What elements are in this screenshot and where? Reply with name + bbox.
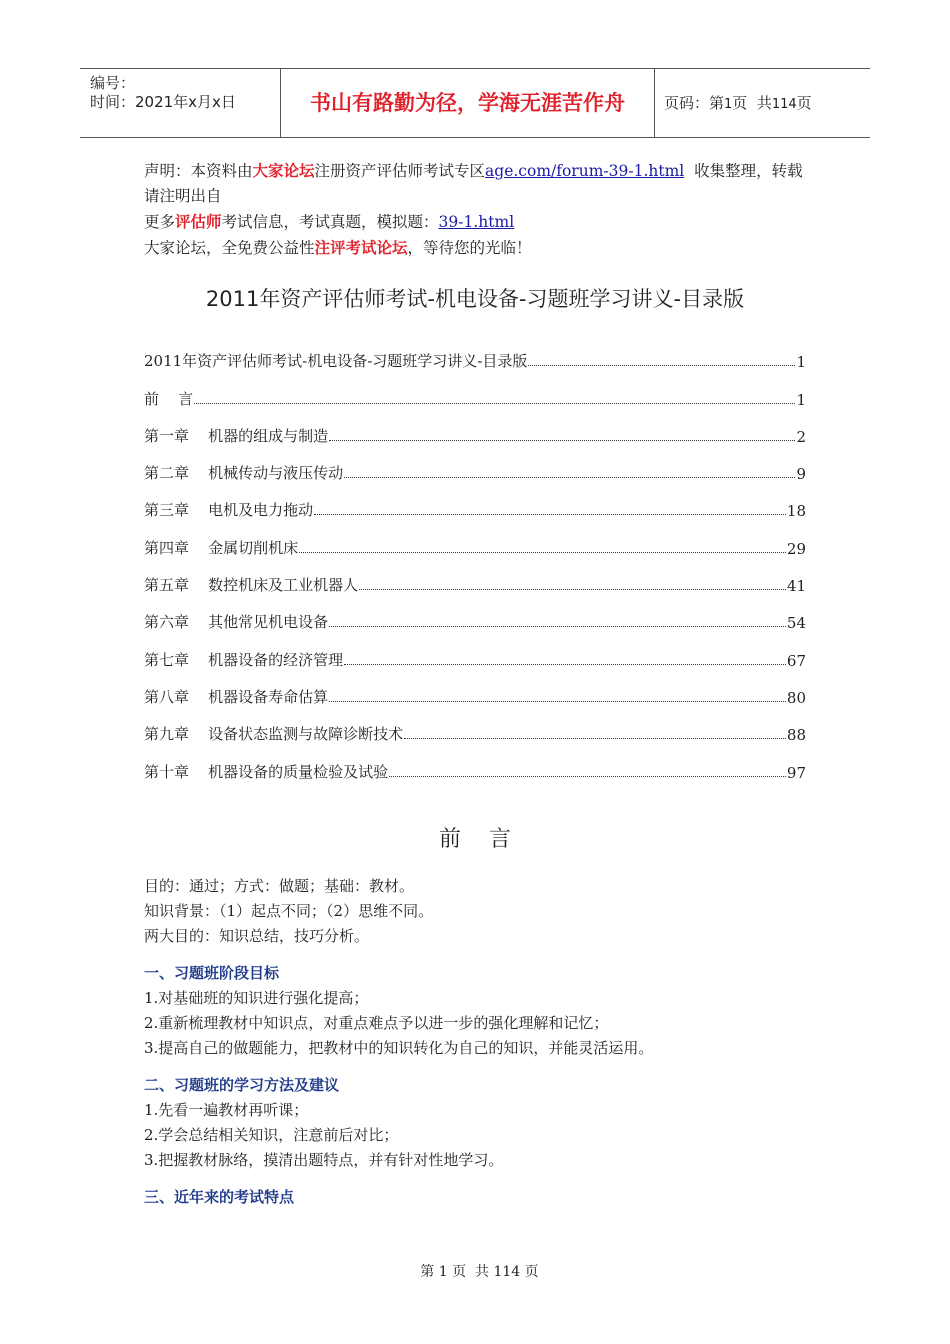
page-suffix: 页 xyxy=(796,94,812,112)
toc-page: 1 xyxy=(796,390,806,409)
toc-entry[interactable] xyxy=(144,446,806,483)
toc-title: 机器的组成与制造 xyxy=(208,426,329,445)
statement-text: 注册资产评估师考试专区 xyxy=(314,162,486,180)
toc-chapter: 第十章 xyxy=(144,762,209,781)
statement xyxy=(144,158,810,261)
toc-entry[interactable] xyxy=(144,371,806,408)
toc-entry[interactable] xyxy=(144,483,806,520)
toc-page: 29 xyxy=(786,539,806,558)
appraiser-highlight: 评估师 xyxy=(175,212,222,231)
forum-name-highlight: 大家论坛 xyxy=(252,161,315,180)
toc-chapter: 第八章 xyxy=(144,687,209,706)
toc-title: 前 言 xyxy=(144,389,194,408)
toc-leader xyxy=(528,365,795,366)
toc-leader xyxy=(404,738,786,739)
statement-text: 考试信息，考试真题，模拟题： xyxy=(221,213,439,231)
toc-entry[interactable] xyxy=(144,744,806,781)
toc-page: 54 xyxy=(786,614,806,633)
toc-page: 97 xyxy=(786,763,806,782)
toc-chapter: 第九章 xyxy=(144,725,209,744)
toc-leader xyxy=(329,440,795,441)
toc-entry[interactable] xyxy=(144,670,806,707)
footer-suffix: 页 xyxy=(524,1264,539,1280)
toc-chapter: 第六章 xyxy=(144,613,209,632)
header-motto: 书山有路勤为径，学海无涯苦作舟 xyxy=(281,69,655,137)
section-heading: 一、习题班阶段目标 xyxy=(144,964,280,982)
section-item: 2.重新梳理教材中知识点，对重点难点予以进一步的强化理解和记忆； xyxy=(144,1014,609,1032)
toc-entry[interactable] xyxy=(144,632,806,669)
intro-line: 目的：通过；方式：做题；基础：教材。 xyxy=(144,877,415,895)
footer-current: 1 xyxy=(438,1264,448,1280)
toc-page: 1 xyxy=(796,353,806,372)
section-item: 1.对基础班的知识进行强化提高； xyxy=(144,989,369,1007)
toc-title: 金属切削机床 xyxy=(208,538,299,557)
toc-title: 机械传动与液压传动 xyxy=(208,464,344,483)
section-heading: 三、近年来的考试特点 xyxy=(144,1188,295,1206)
toc-entry[interactable] xyxy=(144,520,806,557)
toc-chapter: 第七章 xyxy=(144,650,209,669)
toc-title: 数控机床及工业机器人 xyxy=(208,576,359,595)
toc-page: 2 xyxy=(796,427,806,446)
preface-body xyxy=(144,874,824,1210)
footer-total: 114 xyxy=(493,1264,521,1280)
toc-leader xyxy=(329,701,786,702)
toc-page: 80 xyxy=(786,688,806,707)
toc-title: 2011年资产评估师考试-机电设备-习题班学习讲义-目录版 xyxy=(144,352,528,371)
section-item: 1.先看一遍教材再听课； xyxy=(144,1101,309,1119)
section-item: 2.学会总结相关知识，注意前后对比； xyxy=(144,1126,399,1144)
statement-line-1 xyxy=(144,158,810,209)
page-current: 1 xyxy=(724,97,733,112)
statement-text: 大家论坛，全免费公益性 xyxy=(144,239,315,257)
statement-text: 声明：本资料由 xyxy=(144,162,253,180)
toc-entry[interactable] xyxy=(144,334,806,371)
intro-line: 两大目的：知识总结，技巧分析。 xyxy=(144,927,370,945)
footer-prefix: 第 xyxy=(420,1264,435,1280)
toc-page: 67 xyxy=(786,651,806,670)
toc-leader xyxy=(329,626,786,627)
toc-leader xyxy=(314,514,786,515)
toc-leader xyxy=(344,477,795,478)
document-title: 2011年资产评估师考试-机电设备-习题班学习讲义-目录版 xyxy=(205,287,745,311)
preface-title: 前 言 xyxy=(439,827,511,852)
section-item: 3.提高自己的做题能力，把教材中的知识转化为自己的知识，并能灵活运用。 xyxy=(144,1039,654,1057)
section-item: 3.把握教材脉络，摸清出题特点，并有针对性地学习。 xyxy=(144,1151,504,1169)
header-meta-cell xyxy=(80,69,281,137)
statement-text: ，等待您的光临！ xyxy=(407,239,532,257)
table-of-contents xyxy=(144,334,806,782)
page-total: 114 xyxy=(771,97,797,112)
toc-title: 电机及电力拖动 xyxy=(208,501,314,520)
page-header xyxy=(80,68,870,138)
page-prefix: 页码：第 xyxy=(664,94,725,112)
toc-page: 88 xyxy=(786,726,806,745)
toc-entry[interactable] xyxy=(144,595,806,632)
statement-line-3 xyxy=(144,235,810,261)
toc-title: 设备状态监测与故障诊断技术 xyxy=(208,725,404,744)
toc-leader xyxy=(194,403,795,404)
toc-page: 41 xyxy=(786,577,806,596)
toc-title: 机器设备寿命估算 xyxy=(208,687,329,706)
toc-page: 18 xyxy=(786,502,806,521)
statement-text: 更多 xyxy=(144,213,176,231)
page-mid: 页 共 xyxy=(732,94,772,112)
toc-leader xyxy=(359,589,786,590)
toc-chapter: 第一章 xyxy=(144,426,209,445)
exam-link[interactable]: 39-1.html xyxy=(438,213,515,231)
toc-entry[interactable] xyxy=(144,558,806,595)
toc-page: 9 xyxy=(796,465,806,484)
toc-entry[interactable] xyxy=(144,707,806,744)
statement-line-2 xyxy=(144,209,810,235)
toc-chapter: 第二章 xyxy=(144,464,209,483)
section-heading: 二、习题班的学习方法及建议 xyxy=(144,1076,340,1094)
toc-title: 其他常见机电设备 xyxy=(208,613,329,632)
toc-leader xyxy=(299,552,786,553)
footer-mid: 页 共 xyxy=(452,1264,489,1280)
time-label: 时间：2021年x月x日 xyxy=(90,93,236,111)
intro-line: 知识背景：（1）起点不同；（2）思维不同。 xyxy=(144,902,434,920)
page-footer xyxy=(0,1245,950,1281)
toc-leader xyxy=(389,776,786,777)
exam-forum-highlight: 注评考试论坛 xyxy=(314,238,408,257)
toc-title: 机器设备的经济管理 xyxy=(208,650,344,669)
header-page-number xyxy=(664,69,812,137)
statement-text: 收集整理，转载请注明出自 xyxy=(144,162,803,205)
toc-leader xyxy=(344,664,786,665)
toc-chapter: 第四章 xyxy=(144,538,209,557)
forum-link[interactable]: age.com/forum-39-1.html xyxy=(485,162,685,180)
toc-chapter: 第三章 xyxy=(144,501,209,520)
toc-entry[interactable] xyxy=(144,409,806,446)
toc-chapter: 第五章 xyxy=(144,576,209,595)
serial-number-label: 编号： xyxy=(90,74,136,92)
toc-title: 机器设备的质量检验及试验 xyxy=(208,762,389,781)
